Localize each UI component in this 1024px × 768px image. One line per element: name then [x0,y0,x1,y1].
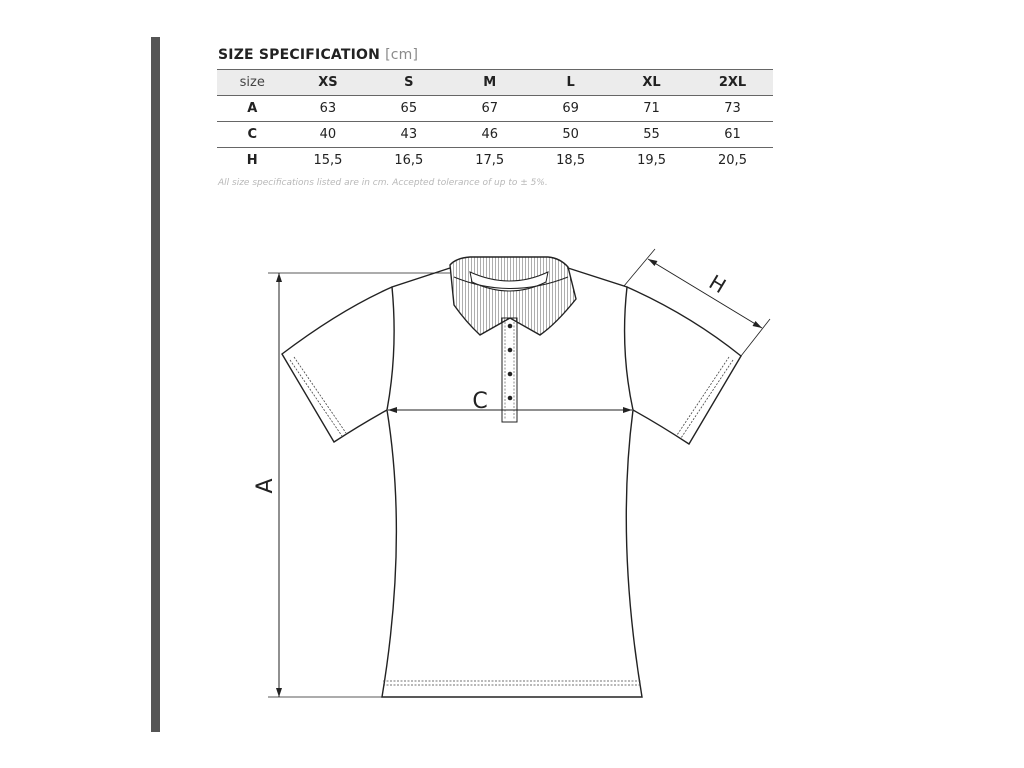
dimension-h-ext-top [624,249,655,286]
button-icon [508,324,513,329]
dimension-a-label: A [253,478,278,494]
dimension-a-arrow-top [276,273,282,282]
table-cell: 15,5 [313,153,343,169]
table-cell: 16,5 [394,153,424,169]
dimension-c-arrow-left [388,407,397,413]
header-size: M [483,75,497,90]
row-label: C [247,127,257,142]
row-label: H [246,153,258,169]
dimension-h-line [648,259,762,328]
collar-band [450,257,576,335]
left-sleeve-hem-stitch [290,360,342,436]
table-cell: 69 [562,101,579,116]
right-sleeve [627,287,741,444]
header-size: XS [318,75,338,90]
spec-unit: [cm] [385,47,419,63]
right-sleeve-hem-stitch [677,357,729,435]
button-icon [508,348,513,353]
left-sleeve-hem-stitch [294,357,346,433]
table-cell: 50 [562,127,579,142]
table-cell: 61 [724,127,741,142]
left-sleeve [282,287,392,442]
table-cell: 43 [400,127,418,142]
row-label: A [247,101,258,116]
table-cell: 17,5 [475,153,505,169]
table-cell: 73 [724,101,741,116]
header-size: L [566,75,575,90]
table-cell: 65 [400,101,418,116]
header-size: S [404,75,414,90]
dimension-a-arrow-bottom [276,688,282,697]
table-cell: 63 [319,101,337,116]
dimension-h-arrow-top [648,259,658,266]
dimension-c-arrow-right [623,407,632,413]
right-sleeve-hem-stitch [681,360,733,438]
button-icon [508,372,513,377]
dimension-h-arrow-bottom [753,321,763,328]
dimension-h-label: H [704,269,731,299]
table-cell: 67 [481,101,498,116]
header-size: XL [642,75,661,90]
table-cell: 71 [643,101,660,116]
table-cell: 40 [319,127,337,142]
table-cell: 20,5 [718,153,747,169]
spec-title-text: SIZE SPECIFICATION [218,47,381,63]
tolerance-note: All size specifications listed are in cm. Accepted tolerance of up to ± 5%. [218,178,548,188]
dimension-c-label: C [472,389,488,414]
table-cell: 46 [481,127,498,142]
header-size: 2XL [718,75,747,90]
button-icon [508,396,513,401]
header-size-label: size [239,75,265,90]
table-cell: 18,5 [556,153,586,169]
shirt-body [382,268,642,697]
table-cell: 19,5 [637,153,667,169]
table-cell: 55 [643,127,660,142]
button-placket [502,318,517,422]
